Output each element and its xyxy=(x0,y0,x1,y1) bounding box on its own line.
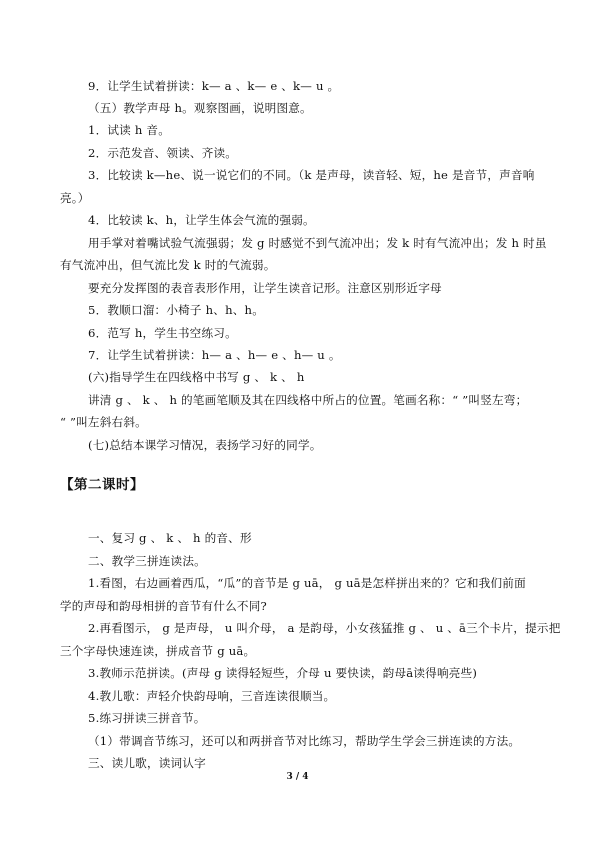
text-line: 要充分发挥图的表音表形作用，让学生读音记形。注意区别形近字母 xyxy=(88,281,442,295)
text-line: 三个字母快速连读，拼成音节 g uā。 xyxy=(60,644,256,658)
text-line: 1.看图，右边画着西瓜，“瓜”的音节是 g uā， g uā是怎样拼出来的？它和我们前面 xyxy=(88,576,526,590)
text-line: 有气流冲出，但气流比发 k 时的气流弱。 xyxy=(60,258,276,272)
text-line: 4.教儿歌：声轻介快韵母响，三音连读很顺当。 xyxy=(88,689,336,703)
text-line: （五）教学声母 h。观察图画，说明图意。 xyxy=(88,101,312,115)
text-line: 三、读儿歌，读词认字 xyxy=(88,756,206,770)
text-line: 用手掌对着嘴试验气流强弱；发 g 时感觉不到气流冲出；发 k 时有气流冲出；发 h 时虽 xyxy=(88,236,547,250)
page-number: 3 / 4 xyxy=(286,772,309,782)
section-heading: 【第二课时】 xyxy=(60,477,144,493)
text-line: 亮。） xyxy=(60,191,90,205)
text-line: 3.教师示范拼读。(声母 g 读得轻短些，介母 u 要快读，韵母ā读得响亮些) xyxy=(88,666,478,680)
text-line: 2．示范发音、领读、齐读。 xyxy=(88,146,238,160)
text-line: 4．比较读 k、h，让学生体会气流的强弱。 xyxy=(88,213,315,227)
text-line: 5.练习拼读三拼音节。 xyxy=(88,711,206,725)
text-line: 3．比较读 k—he、说一说它们的不同。（k 是声母，读音轻、短，he 是音节，声音响 xyxy=(88,168,535,182)
text-line: （1）带调音节练习，还可以和两拼音节对比练习，帮助学生学会三拼连读的方法。 xyxy=(88,734,521,748)
text-line: 6．范写 h，学生书空练习。 xyxy=(88,326,237,340)
text-line: 学的声母和韵母相拼的音节有什么不同? xyxy=(60,599,267,613)
text-line: 二、教学三拼连读法。 xyxy=(88,554,206,568)
text-line: 9．让学生试着拼读：k— a 、k— e 、k— u 。 xyxy=(88,79,340,93)
text-line: 5．教顺口溜：小椅子 h、h、h。 xyxy=(88,303,264,317)
text-line: (七)总结本课学习情况，表扬学习好的同学。 xyxy=(88,438,322,452)
text-line: 一、复习 g 、 k 、 h 的音、形 xyxy=(88,531,252,545)
text-line: “ ”叫左斜右斜。 xyxy=(60,415,147,429)
text-line: 1．试读 h 音。 xyxy=(88,123,170,137)
text-line: 2.再看图示， g 是声母， u 叫介母， a 是韵母，小女孩猛推 g 、 u 、ā三个卡片，提示把 xyxy=(88,621,561,635)
text-line: 讲清 g 、 k 、 h 的笔画笔顺及其在四线格中所占的位置。笔画名称：“ ”叫竖左弯； xyxy=(88,393,528,407)
text-line: (六)指导学生在四线格中书写 g 、 k 、 h xyxy=(88,370,305,384)
text-line: 7．让学生试着拼读：h— a 、h— e 、h— u 。 xyxy=(88,348,341,362)
